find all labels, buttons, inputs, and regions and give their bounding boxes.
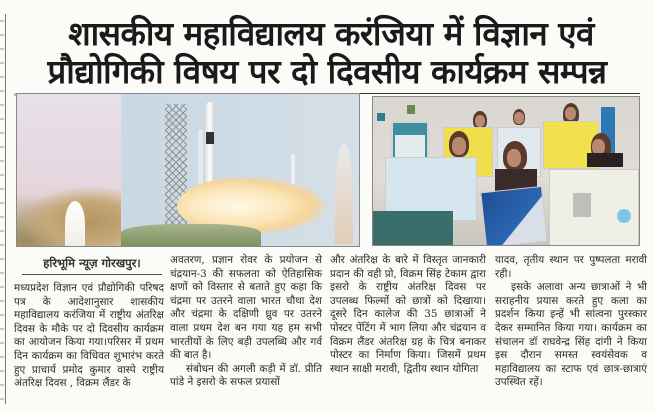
student-face (514, 112, 524, 124)
article-paragraph: मध्यप्रदेश विज्ञान एवं प्रौद्योगिकी परिषद पत्र के आदेशानुसार शासकीय महाविद्यालय करंजिया में राष्ट्रीय अंतरिक्ष दिवस के मौके पर दो दिवसीय कार्यक्रम का आयोजन किया गया।परिसर में प्रथम दिन कार्यक्रम का विधिवत शुभारंभ करते हुए प्राचार्य प्रमोद कुमार वास्पे राष्ट्रीय अंतरिक्ष दिवस , विक्रम लैंडर के (14, 282, 164, 390)
student-face (452, 137, 466, 155)
article-paragraph: और अंतरिक्ष के बारे में विस्तृत जानकारी प्रदान की वही प्रो, विक्रम सिंह टेकाम द्वारा इसरो के राष्ट्रीय अंतरिक्ष दिवस पर उपलब्ध फिल्मों को छात्रों को दिखाया। दूसरे दिन कालेज की 35 छात्राओं ने पोस्टर पेंटिंग में भाग लिया और चंद्रयान व विक्रम लैंडर अंतरिक्ष ग्रह के चित्र बनाकर पोस्टर का निर्माण किया। जिसमें प्रथम स्थान साक्षी मरावी, द्वितीय स्थान योगिता (330, 254, 486, 375)
article-paragraph: यादव, तृतीय स्थान पर पुष्पलता मरावी रही। (495, 254, 647, 280)
poster-illustration (617, 209, 631, 223)
article-column-2 (170, 254, 322, 390)
article-paragraph: संबोधन की अगली कड़ी में डॉ. प्रीति पांडे ने इसरो के सफल प्रयासों (170, 362, 322, 389)
article-paragraph: अवतरण, प्रज्ञान रोवर के प्रयोजन से चंद्रयान-3 की सफलता को ऐतिहासिक क्षणों को विस्तार से बताते हुए कहा कि चंद्रमा पर उतरने वाला भारत चौथा देश और चंद्रमा के दक्षिणी ध्रुव पर उतरने वाला प्रथम देश बन गया यह हम सभी भारतीयों के लिए बड़ी उपलब्धि और गर्व की बात है। (170, 254, 322, 362)
wall-frame (407, 105, 415, 114)
blue-space-poster (480, 186, 548, 246)
student-face (475, 115, 485, 127)
exhaust-plume (65, 201, 85, 246)
rocket-launch-photo (16, 93, 360, 247)
byline: हरिभूमि न्यूज़ गोरखपुर। (22, 256, 162, 275)
article-column-4 (495, 254, 647, 390)
headline-line-1: शासकीय महाविद्यालय करंजिया में विज्ञान एवं (68, 14, 594, 53)
distant-rocket (291, 154, 295, 184)
poster-drawing (549, 169, 639, 246)
column-divider (5, 14, 6, 404)
students-posters-photo (372, 96, 640, 246)
article-paragraph: इसके अलावा अन्य छात्राओं ने भी सराहनीय प्रयास करते हुए कला का प्रदर्शन किया इन्हें भी सांत्वना पुरस्कार देकर सम्मानित किया गया। कार्यक्रम का संचालन डॉ राघवेन्द्र सिंह दांगी ने किया इस दौरान समस्त स्वयंसेवक व महाविद्यालय का स्टाफ एवं छात्र-छात्राएं उपस्थित रहें। (495, 281, 647, 389)
article-column-1 (14, 282, 164, 391)
exhaust-plume-right (335, 144, 353, 244)
student-face (565, 107, 576, 120)
adjacent-column-edge (0, 20, 4, 400)
uniform (587, 153, 623, 167)
poster-illustration (573, 193, 591, 217)
desk (373, 211, 453, 245)
wall-frame (377, 113, 385, 121)
launch-tower (165, 104, 187, 244)
tree-line (121, 224, 261, 246)
headline-line-2: प्रौद्योगिकी विषय पर दो दिवसीय कार्यक्रम सम्पन्न (14, 52, 640, 94)
student-face (507, 149, 521, 167)
article-column-3 (330, 254, 486, 376)
